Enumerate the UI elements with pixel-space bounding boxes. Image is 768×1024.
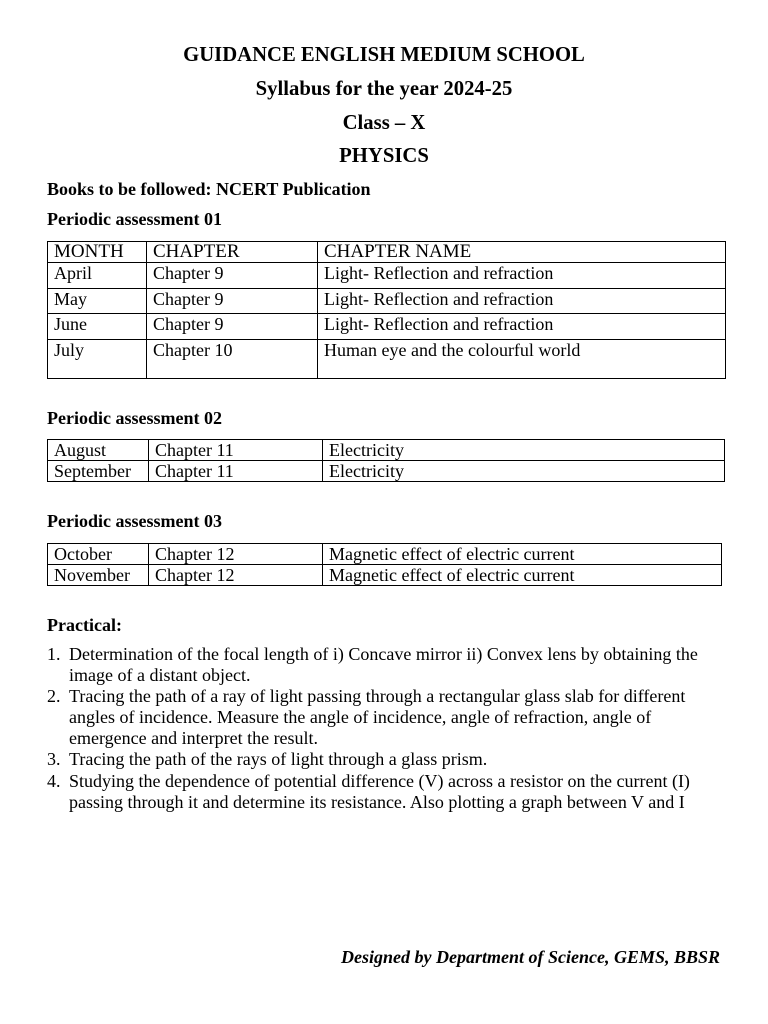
assessment-01-table	[47, 241, 726, 379]
chapter-cell: Chapter 11	[149, 461, 323, 482]
chapter-name-cell: Light- Reflection and refraction	[318, 263, 726, 289]
chapter-cell: Chapter 9	[147, 289, 318, 314]
list-item-line: image of a distant object.	[69, 665, 251, 686]
list-item-line: passing through it and determine its resistance. Also plotting a graph between V and I	[69, 791, 685, 812]
footer-credit: Designed by Department of Science, GEMS, BBSR	[340, 947, 720, 967]
assessment-02-title: Periodic assessment 02	[47, 408, 222, 428]
assessment-03-title: Periodic assessment 03	[47, 511, 222, 531]
chapter-cell: Chapter 10	[147, 340, 318, 379]
chapter-name-cell: Human eye and the colourful world	[318, 340, 726, 379]
practical-title: Practical:	[47, 615, 122, 635]
month-cell: April	[48, 263, 147, 289]
syllabus-year: Syllabus for the year 2024-25	[255, 78, 513, 100]
chapter-cell: Chapter 11	[149, 440, 323, 461]
table-row	[48, 314, 726, 340]
list-item-number: 1.	[47, 644, 61, 664]
month-cell: May	[48, 289, 147, 314]
subject-title: PHYSICS	[339, 145, 429, 167]
month-cell: November	[48, 565, 149, 586]
chapter-cell: Chapter 12	[149, 544, 323, 565]
assessment-01-title: Periodic assessment 01	[47, 209, 222, 229]
chapter-cell: Chapter 9	[147, 314, 318, 340]
list-item	[47, 644, 737, 686]
class-label: Class – X	[342, 112, 426, 134]
list-item-line: angles of incidence. Measure the angle of incidence, angle of refraction, angle of	[69, 707, 652, 728]
list-item-number: 2.	[47, 686, 61, 707]
list-item	[47, 686, 737, 749]
table-row	[48, 263, 726, 289]
month-cell: September	[48, 461, 149, 482]
assessment-02-table	[47, 439, 725, 482]
list-item	[47, 771, 737, 813]
table-header-row	[48, 242, 726, 263]
chapter-name-cell: Light- Reflection and refraction	[318, 289, 726, 314]
list-item-line: Tracing the path of a ray of light passing through a rectangular glass slab for different	[69, 686, 686, 707]
practical-list	[47, 644, 737, 813]
chapter-name-cell: Magnetic effect of electric current	[323, 544, 722, 565]
chapter-name-cell: Electricity	[323, 440, 725, 461]
chapter-name-cell: Magnetic effect of electric current	[323, 565, 722, 586]
table-row	[48, 289, 726, 314]
list-item-line: emergence and interpret the result.	[69, 728, 319, 749]
list-item-number: 3.	[47, 749, 61, 770]
header-cell-chapter-name: CHAPTER NAME	[318, 242, 726, 263]
chapter-cell: Chapter 12	[149, 565, 323, 586]
school-name: GUIDANCE ENGLISH MEDIUM SCHOOL	[183, 44, 585, 66]
assessment-03-table	[47, 543, 722, 586]
chapter-name-cell: Electricity	[323, 461, 725, 482]
month-cell: July	[48, 340, 147, 379]
list-item-line: Determination of the focal length of i) Concave mirror ii) Convex lens by obtaining the	[69, 644, 698, 664]
table-row	[48, 565, 722, 586]
header-cell-month: MONTH	[48, 242, 147, 263]
month-cell: October	[48, 544, 149, 565]
books-note: Books to be followed: NCERT Publication	[47, 179, 371, 199]
month-cell: June	[48, 314, 147, 340]
chapter-cell: Chapter 9	[147, 263, 318, 289]
month-cell: August	[48, 440, 149, 461]
table-row	[48, 461, 725, 482]
chapter-name-cell: Light- Reflection and refraction	[318, 314, 726, 340]
list-item-line: Tracing the path of the rays of light through a glass prism.	[69, 749, 488, 770]
table-row	[48, 440, 725, 461]
table-row	[48, 544, 722, 565]
header-cell-chapter: CHAPTER	[147, 242, 318, 263]
list-item-line: Studying the dependence of potential difference (V) across a resistor on the current (I)	[69, 770, 690, 791]
table-row	[48, 340, 726, 379]
list-item	[47, 749, 737, 770]
list-item-number: 4.	[47, 770, 61, 791]
